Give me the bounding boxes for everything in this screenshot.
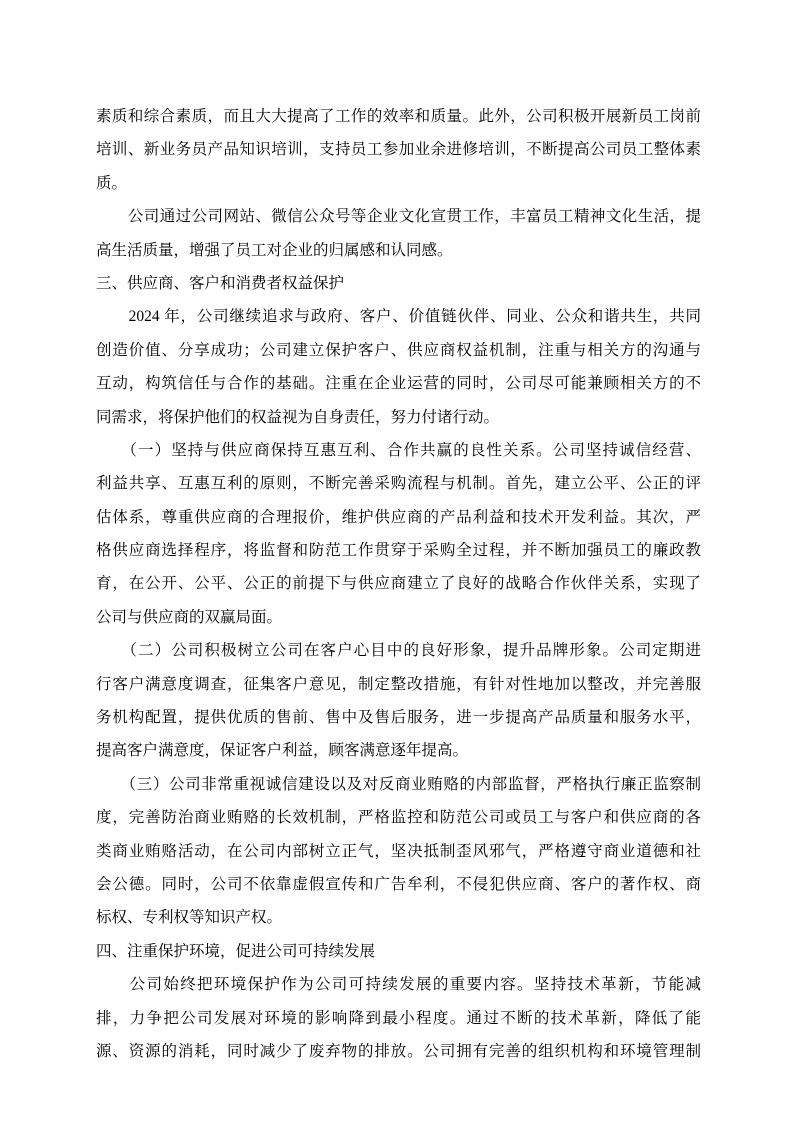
text-line: 高生活质量，增强了员工对企业的归属感和认同感。 (96, 241, 453, 259)
document-body (96, 100, 701, 1068)
text-line: 素质和综合素质，而且大大提高了工作的效率和质量。此外，公司积极开展新员工岗前 (96, 108, 701, 125)
paragraph (96, 300, 701, 434)
paragraph (96, 968, 701, 1068)
text-line: 公司通过公司网站、微信公众号等企业文化宣贯工作，丰富员工精神文化生活，提 (96, 208, 701, 226)
text-line: 格供应商选择程序，将监督和防范工作贯穿于采购全过程，并不断加强员工的廉政教 (96, 542, 701, 560)
text-line: 度，完善防治商业贿赂的长效机制，严格监控和防范公司或员工与客户和供应商的各 (96, 809, 701, 827)
text-line: 质。 (96, 174, 128, 192)
text-line: 2024 年，公司继续追求与政府、客户、价值链伙伴、同业、公众和谐共生，共同 (96, 308, 701, 326)
text-line: 源、资源的消耗，同时减少了废弃物的排放。公司拥有完善的组织机构和环境管理制 (96, 1042, 701, 1060)
paragraph (96, 200, 701, 267)
section-heading (96, 267, 701, 300)
text-line: 会公德。同时，公司不依靠虚假宣传和广告牟利，不侵犯供应商、客户的著作权、商 (96, 875, 701, 893)
text-line: 估体系，尊重供应商的合理报价，维护供应商的产品利益和技术开发利益。其次，严 (96, 508, 701, 526)
text-line: 创造价值、分享成功；公司建立保护客户、供应商权益机制，注重与相关方的沟通与 (96, 341, 701, 359)
section-heading (96, 935, 701, 968)
text-line: 培训、新业务员产品知识培训，支持员工参加业余进修培训，不断提高公司员工整体素 (96, 141, 701, 159)
text-line: 育，在公开、公平、公正的前提下与供应商建立了良好的战略合作伙伴关系，实现了 (96, 575, 701, 593)
text-line: 排，力争把公司发展对环境的影响降到最小程度。通过不断的技术革新，降低了能 (96, 1009, 701, 1027)
text-line: （三）公司非常重视诚信建设以及对反商业贿赂的内部监督，严格执行廉正监察制 (96, 775, 701, 793)
text-line: 行客户满意度调查，征集客户意见，制定整改措施，有针对性地加以整改，并完善服 (96, 675, 701, 693)
section-heading-text: 三、供应商、客户和消费者权益保护 (96, 274, 345, 292)
text-line: 利益共享、互惠互利的原则，不断完善采购流程与机制。首先，建立公平、公正的评 (96, 475, 701, 493)
paragraph (96, 634, 701, 768)
paragraph (96, 434, 701, 634)
paragraph (96, 100, 701, 200)
text-line: 提高客户满意度，保证客户利益，顾客满意逐年提高。 (96, 742, 469, 760)
text-line: （二）公司积极树立公司在客户心目中的良好形象，提升品牌形象。公司定期进 (96, 642, 701, 660)
text-line: 公司始终把环境保护作为公司可持续发展的重要内容。坚持技术革新，节能减 (96, 976, 701, 994)
text-line: （一）坚持与供应商保持互惠互利、合作共赢的良性关系。公司坚持诚信经营、 (96, 441, 701, 459)
text-line: 公司与供应商的双赢局面。 (96, 608, 283, 626)
paragraph (96, 768, 701, 935)
text-line: 同需求，将保护他们的权益视为自身责任，努力付诸行动。 (96, 408, 500, 426)
text-line: 标权、专利权等知识产权。 (96, 909, 283, 927)
text-line: 务机构配置，提供优质的售前、售中及售后服务，进一步提高产品质量和服务水平， (96, 709, 701, 727)
section-heading-text: 四、注重保护环境，促进公司可持续发展 (96, 942, 376, 960)
text-line: 类商业贿赂活动，在公司内部树立正气，坚决抵制歪风邪气，严格遵守商业道德和社 (96, 842, 701, 860)
text-line: 互动，构筑信任与合作的基础。注重在企业运营的同时，公司尽可能兼顾相关方的不 (96, 375, 701, 393)
